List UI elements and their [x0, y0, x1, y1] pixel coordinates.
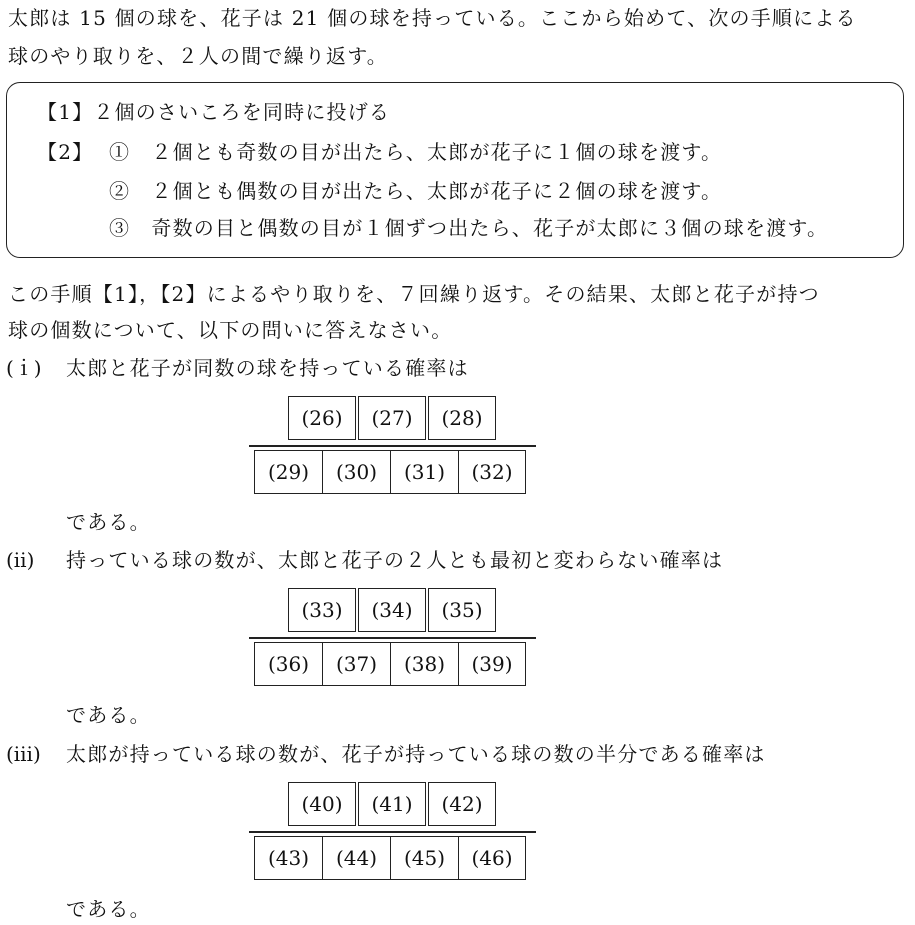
rule-case-1: ① ２個とも奇数の目が出たら、太郎が花子に１個の球を渡す。 — [109, 140, 723, 164]
answer-box[interactable]: (40) — [288, 782, 356, 826]
answer-box[interactable]: (35) — [428, 588, 496, 632]
fraction-numerator — [288, 396, 498, 440]
fraction-numerator — [288, 782, 498, 826]
rule-step-1: 【1】２個のさいころを同時に投げる — [37, 100, 391, 124]
after-line-2: 球の個数について、以下の問いに答えなさい。 — [8, 318, 453, 342]
answer-box[interactable]: (43) — [254, 836, 322, 880]
answer-box[interactable]: (37) — [322, 642, 390, 686]
answer-box[interactable]: (29) — [254, 450, 322, 494]
answer-box[interactable]: (33) — [288, 588, 356, 632]
answer-box[interactable]: (38) — [390, 642, 458, 686]
fraction-bar — [249, 445, 536, 447]
answer-box[interactable]: (45) — [390, 836, 458, 880]
question-end: である。 — [66, 703, 151, 727]
question-end: である。 — [66, 897, 151, 921]
after-line-1: この手順【1】，【2】によるやり取りを、７回繰り返す。その結果、太郎と花子が持つ — [8, 282, 820, 306]
intro-line-2: 球のやり取りを、２人の間で繰り返す。 — [8, 44, 388, 68]
answer-box[interactable]: (27) — [358, 396, 426, 440]
answer-box[interactable]: (30) — [322, 450, 390, 494]
answer-box[interactable]: (34) — [358, 588, 426, 632]
answer-box[interactable]: (36) — [254, 642, 322, 686]
rules-box — [6, 82, 904, 258]
answer-box[interactable]: (42) — [428, 782, 496, 826]
question-text: 太郎が持っている球の数が、花子が持っている球の数の半分である確率は — [66, 742, 766, 766]
fraction-denominator — [254, 836, 526, 880]
answer-box[interactable]: (41) — [358, 782, 426, 826]
answer-box[interactable]: (28) — [428, 396, 496, 440]
question-label: (ｉ) — [6, 356, 42, 380]
question-text: 持っている球の数が、太郎と花子の２人とも最初と変わらない確率は — [66, 548, 724, 572]
answer-box[interactable]: (46) — [458, 836, 526, 880]
answer-box[interactable]: (26) — [288, 396, 356, 440]
intro-line-1: 太郎は 15 個の球を、花子は 21 個の球を持っている。ここから始めて、次の手順による — [8, 6, 857, 30]
answer-box[interactable]: (32) — [458, 450, 526, 494]
fraction-denominator — [254, 450, 526, 494]
question-label: (ⅲ) — [6, 742, 41, 766]
fraction-bar — [249, 637, 536, 639]
answer-box[interactable]: (39) — [458, 642, 526, 686]
question-end: である。 — [66, 510, 151, 534]
rule-case-3: ③ 奇数の目と偶数の目が１個ずつ出たら、花子が太郎に３個の球を渡す。 — [109, 216, 829, 240]
fraction-bar — [249, 831, 536, 833]
rule-case-2: ② ２個とも偶数の目が出たら、太郎が花子に２個の球を渡す。 — [109, 179, 723, 203]
fraction-numerator — [288, 588, 498, 632]
answer-box[interactable]: (44) — [322, 836, 390, 880]
answer-box[interactable]: (31) — [390, 450, 458, 494]
fraction-denominator — [254, 642, 526, 686]
question-label: (ⅱ) — [6, 548, 35, 572]
question-text: 太郎と花子が同数の球を持っている確率は — [66, 356, 469, 380]
rule-step-2-label: 【2】 — [37, 140, 94, 164]
